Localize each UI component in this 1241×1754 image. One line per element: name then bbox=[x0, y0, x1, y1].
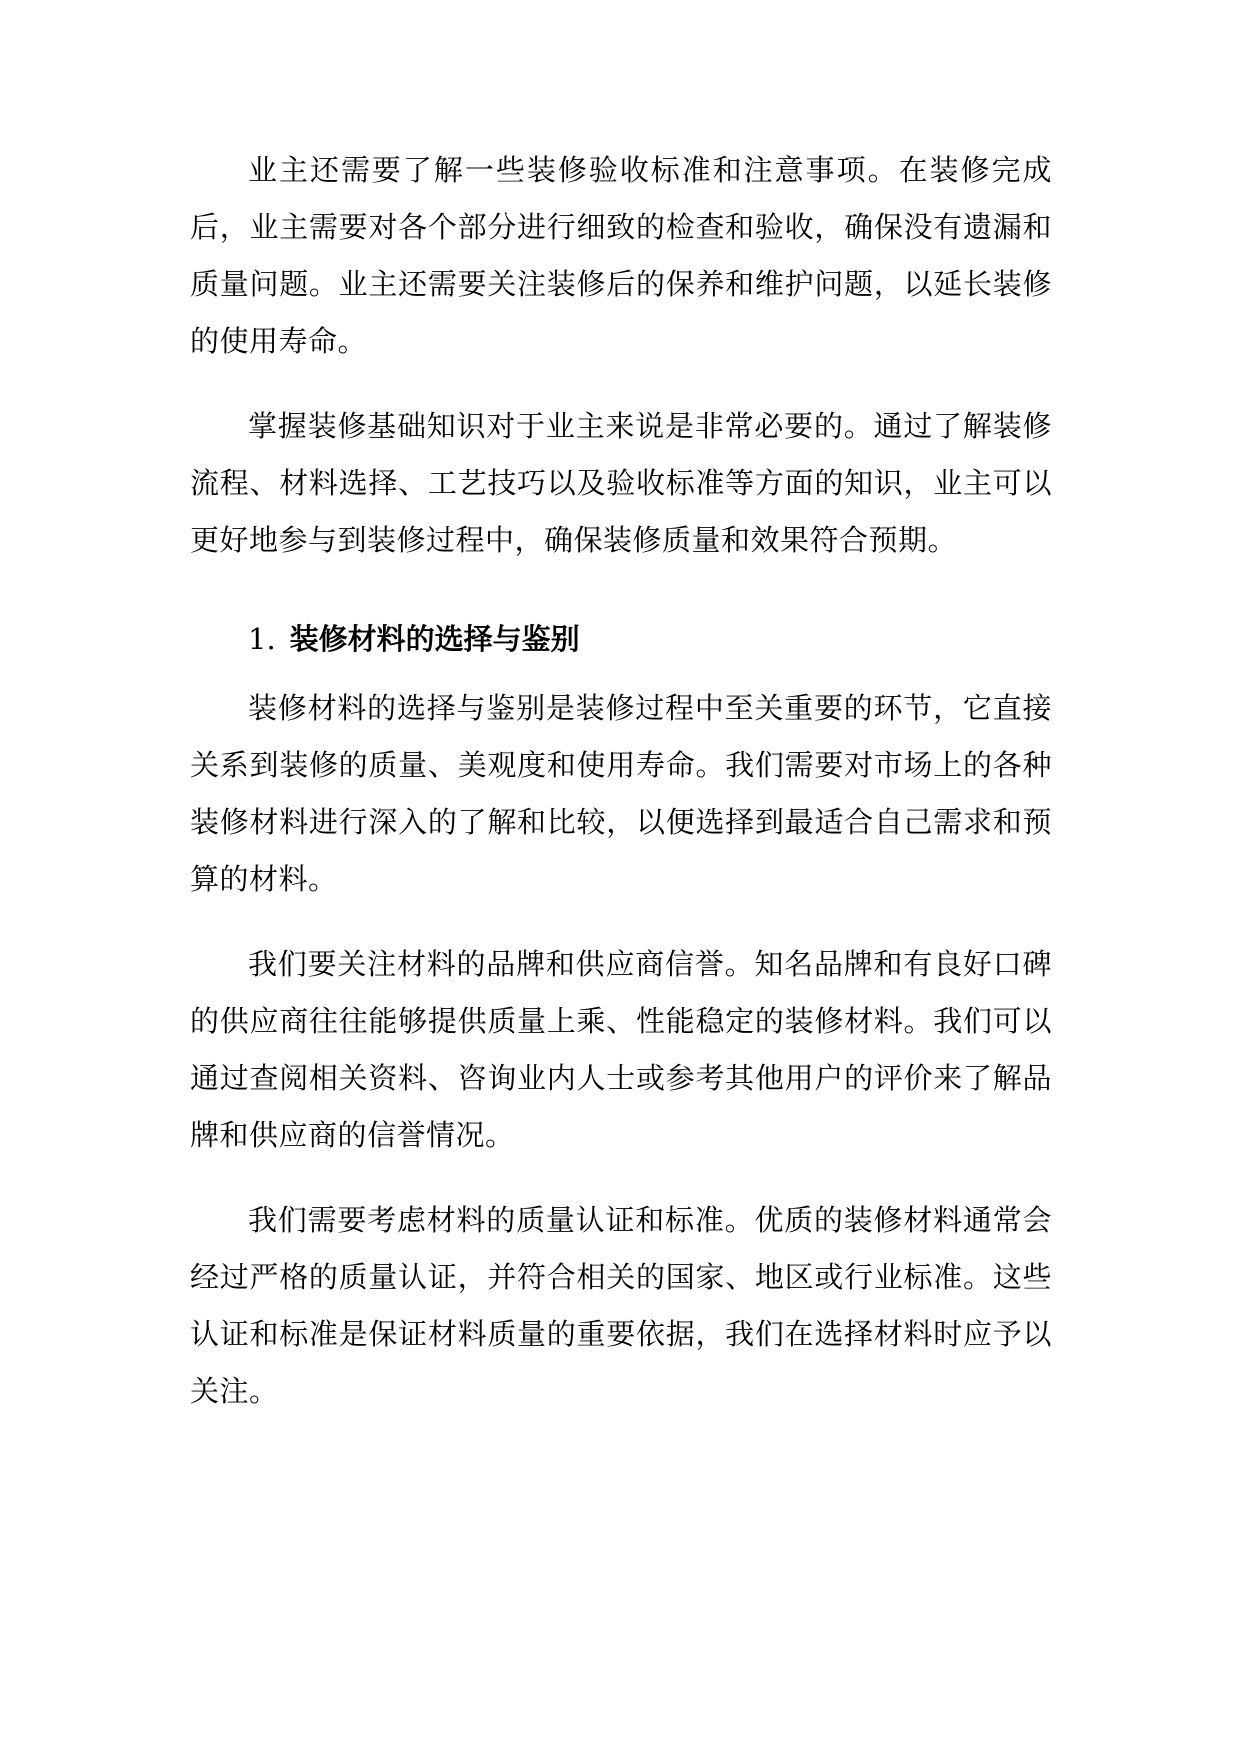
section-heading bbox=[190, 611, 1052, 668]
section-number: 1. bbox=[248, 622, 276, 656]
paragraph-material-selection: 装修材料的选择与鉴别是装修过程中至关重要的环节，它直接关系到装修的质量、美观度和使用寿命。我们需要对市场上的各种装修材料进行深入的了解和比较，以便选择到最适合自己需求和预算的材料。 bbox=[190, 691, 1052, 896]
document-body bbox=[190, 142, 1052, 1448]
section-title: 装修材料的选择与鉴别 bbox=[289, 622, 580, 656]
paragraph-acceptance-standards: 业主还需要了解一些装修验收标准和注意事项。在装修完成后，业主需要对各个部分进行细致的检查和验收，确保没有遗漏和质量问题。业主还需要关注装修后的保养和维护问题，以延长装修的使用寿命。 bbox=[190, 153, 1052, 358]
paragraph-brand-reputation: 我们要关注材料的品牌和供应商信誉。知名品牌和有良好口碑的供应商往往能够提供质量上乘、性能稳定的装修材料。我们可以通过查阅相关资料、咨询业内人士或参考其他用户的评价来了解品牌和供应商的信誉情况。 bbox=[190, 947, 1052, 1152]
paragraph-quality-certification: 我们需要考虑材料的质量认证和标准。优质的装修材料通常会经过严格的质量认证，并符合相关的国家、地区或行业标准。这些认证和标准是保证材料质量的重要依据，我们在选择材料时应予以关注。 bbox=[190, 1203, 1052, 1408]
paragraph-basic-knowledge: 掌握装修基础知识对于业主来说是非常必要的。通过了解装修流程、材料选择、工艺技巧以及验收标准等方面的知识，业主可以更好地参与到装修过程中，确保装修质量和效果符合预期。 bbox=[190, 409, 1052, 557]
